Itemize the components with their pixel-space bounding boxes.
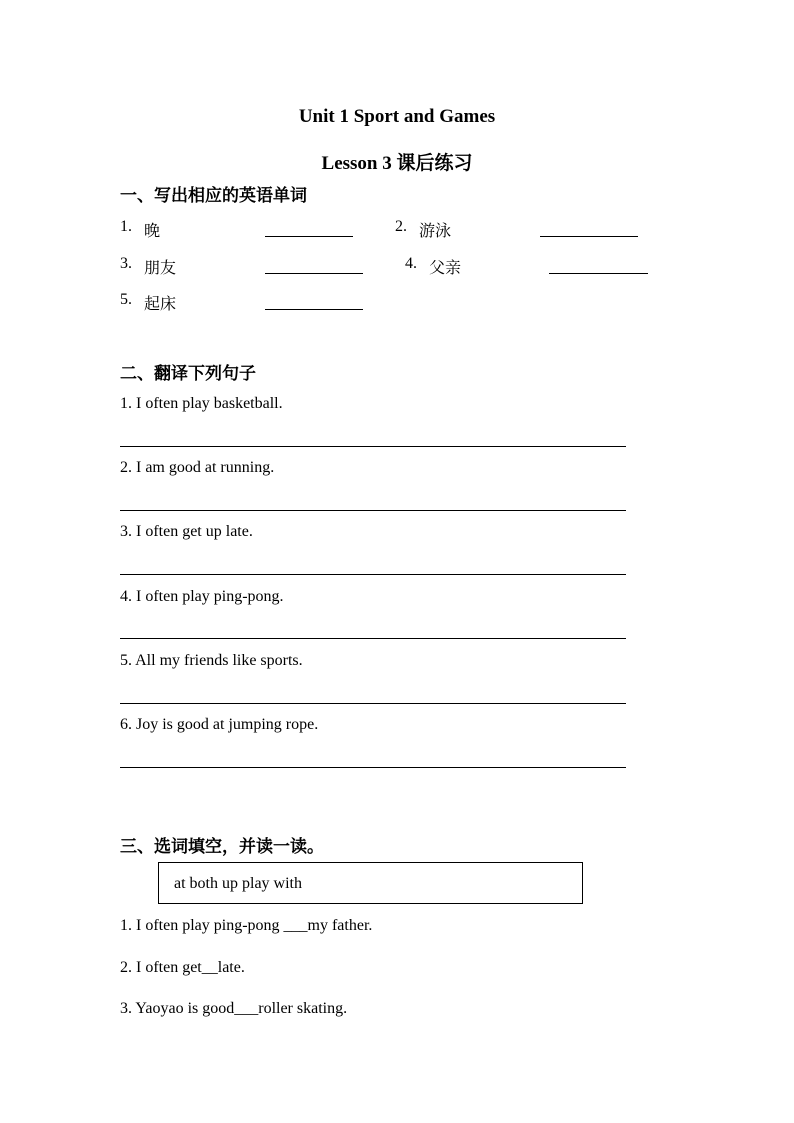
word-bank-box xyxy=(158,862,583,904)
vocab-item-5-number: 5. xyxy=(120,291,132,308)
translate-answer-line-2[interactable] xyxy=(120,510,626,511)
translate-sentence-5: 5. All my friends like sports. xyxy=(120,652,303,669)
word-bank-text: at both up play with xyxy=(174,875,302,892)
fill-blank-item-3: 3. Yaoyao is good___roller skating. xyxy=(120,1000,348,1017)
vocab-item-5-blank[interactable] xyxy=(265,309,363,310)
fill-blank-item-1: 1. I often play ping-pong ___my father. xyxy=(120,917,373,934)
vocab-item-1-word: 晚 xyxy=(144,223,161,240)
vocab-item-2-blank[interactable] xyxy=(540,236,638,237)
translate-answer-line-4[interactable] xyxy=(120,638,626,639)
translate-answer-line-1[interactable] xyxy=(120,446,626,447)
translate-sentence-1: 1. I often play basketball. xyxy=(120,395,283,412)
translate-answer-line-5[interactable] xyxy=(120,703,626,704)
vocab-item-3-blank[interactable] xyxy=(265,273,363,274)
lesson-subtitle: Lesson 3 课后练习 xyxy=(321,153,473,174)
vocab-item-1-blank[interactable] xyxy=(265,236,353,237)
page-title: Unit 1 Sport and Games xyxy=(298,106,496,127)
vocab-item-2-word: 游泳 xyxy=(419,223,452,240)
translate-sentence-2: 2. I am good at running. xyxy=(120,459,275,476)
vocab-item-4-number: 4. xyxy=(405,255,417,272)
vocab-item-1-number: 1. xyxy=(120,218,132,235)
vocab-item-3-number: 3. xyxy=(120,255,132,272)
section2-heading: 二、翻译下列句子 xyxy=(120,364,256,383)
vocab-item-4-word: 父亲 xyxy=(429,260,462,277)
vocab-item-3-word: 朋友 xyxy=(144,260,177,277)
vocab-item-5-word: 起床 xyxy=(144,296,177,313)
fill-blank-item-2: 2. I often get__late. xyxy=(120,959,245,976)
translate-sentence-3: 3. I often get up late. xyxy=(120,523,253,540)
translate-sentence-6: 6. Joy is good at jumping rope. xyxy=(120,716,319,733)
section1-heading: 一、写出相应的英语单词 xyxy=(120,186,307,205)
vocab-item-4-blank[interactable] xyxy=(549,273,648,274)
section3-heading: 三、选词填空，并读一读。 xyxy=(120,837,324,856)
translate-sentence-4: 4. I often play ping-pong. xyxy=(120,588,284,605)
translate-answer-line-3[interactable] xyxy=(120,574,626,575)
vocab-item-2-number: 2. xyxy=(395,218,407,235)
translate-answer-line-6[interactable] xyxy=(120,767,626,768)
